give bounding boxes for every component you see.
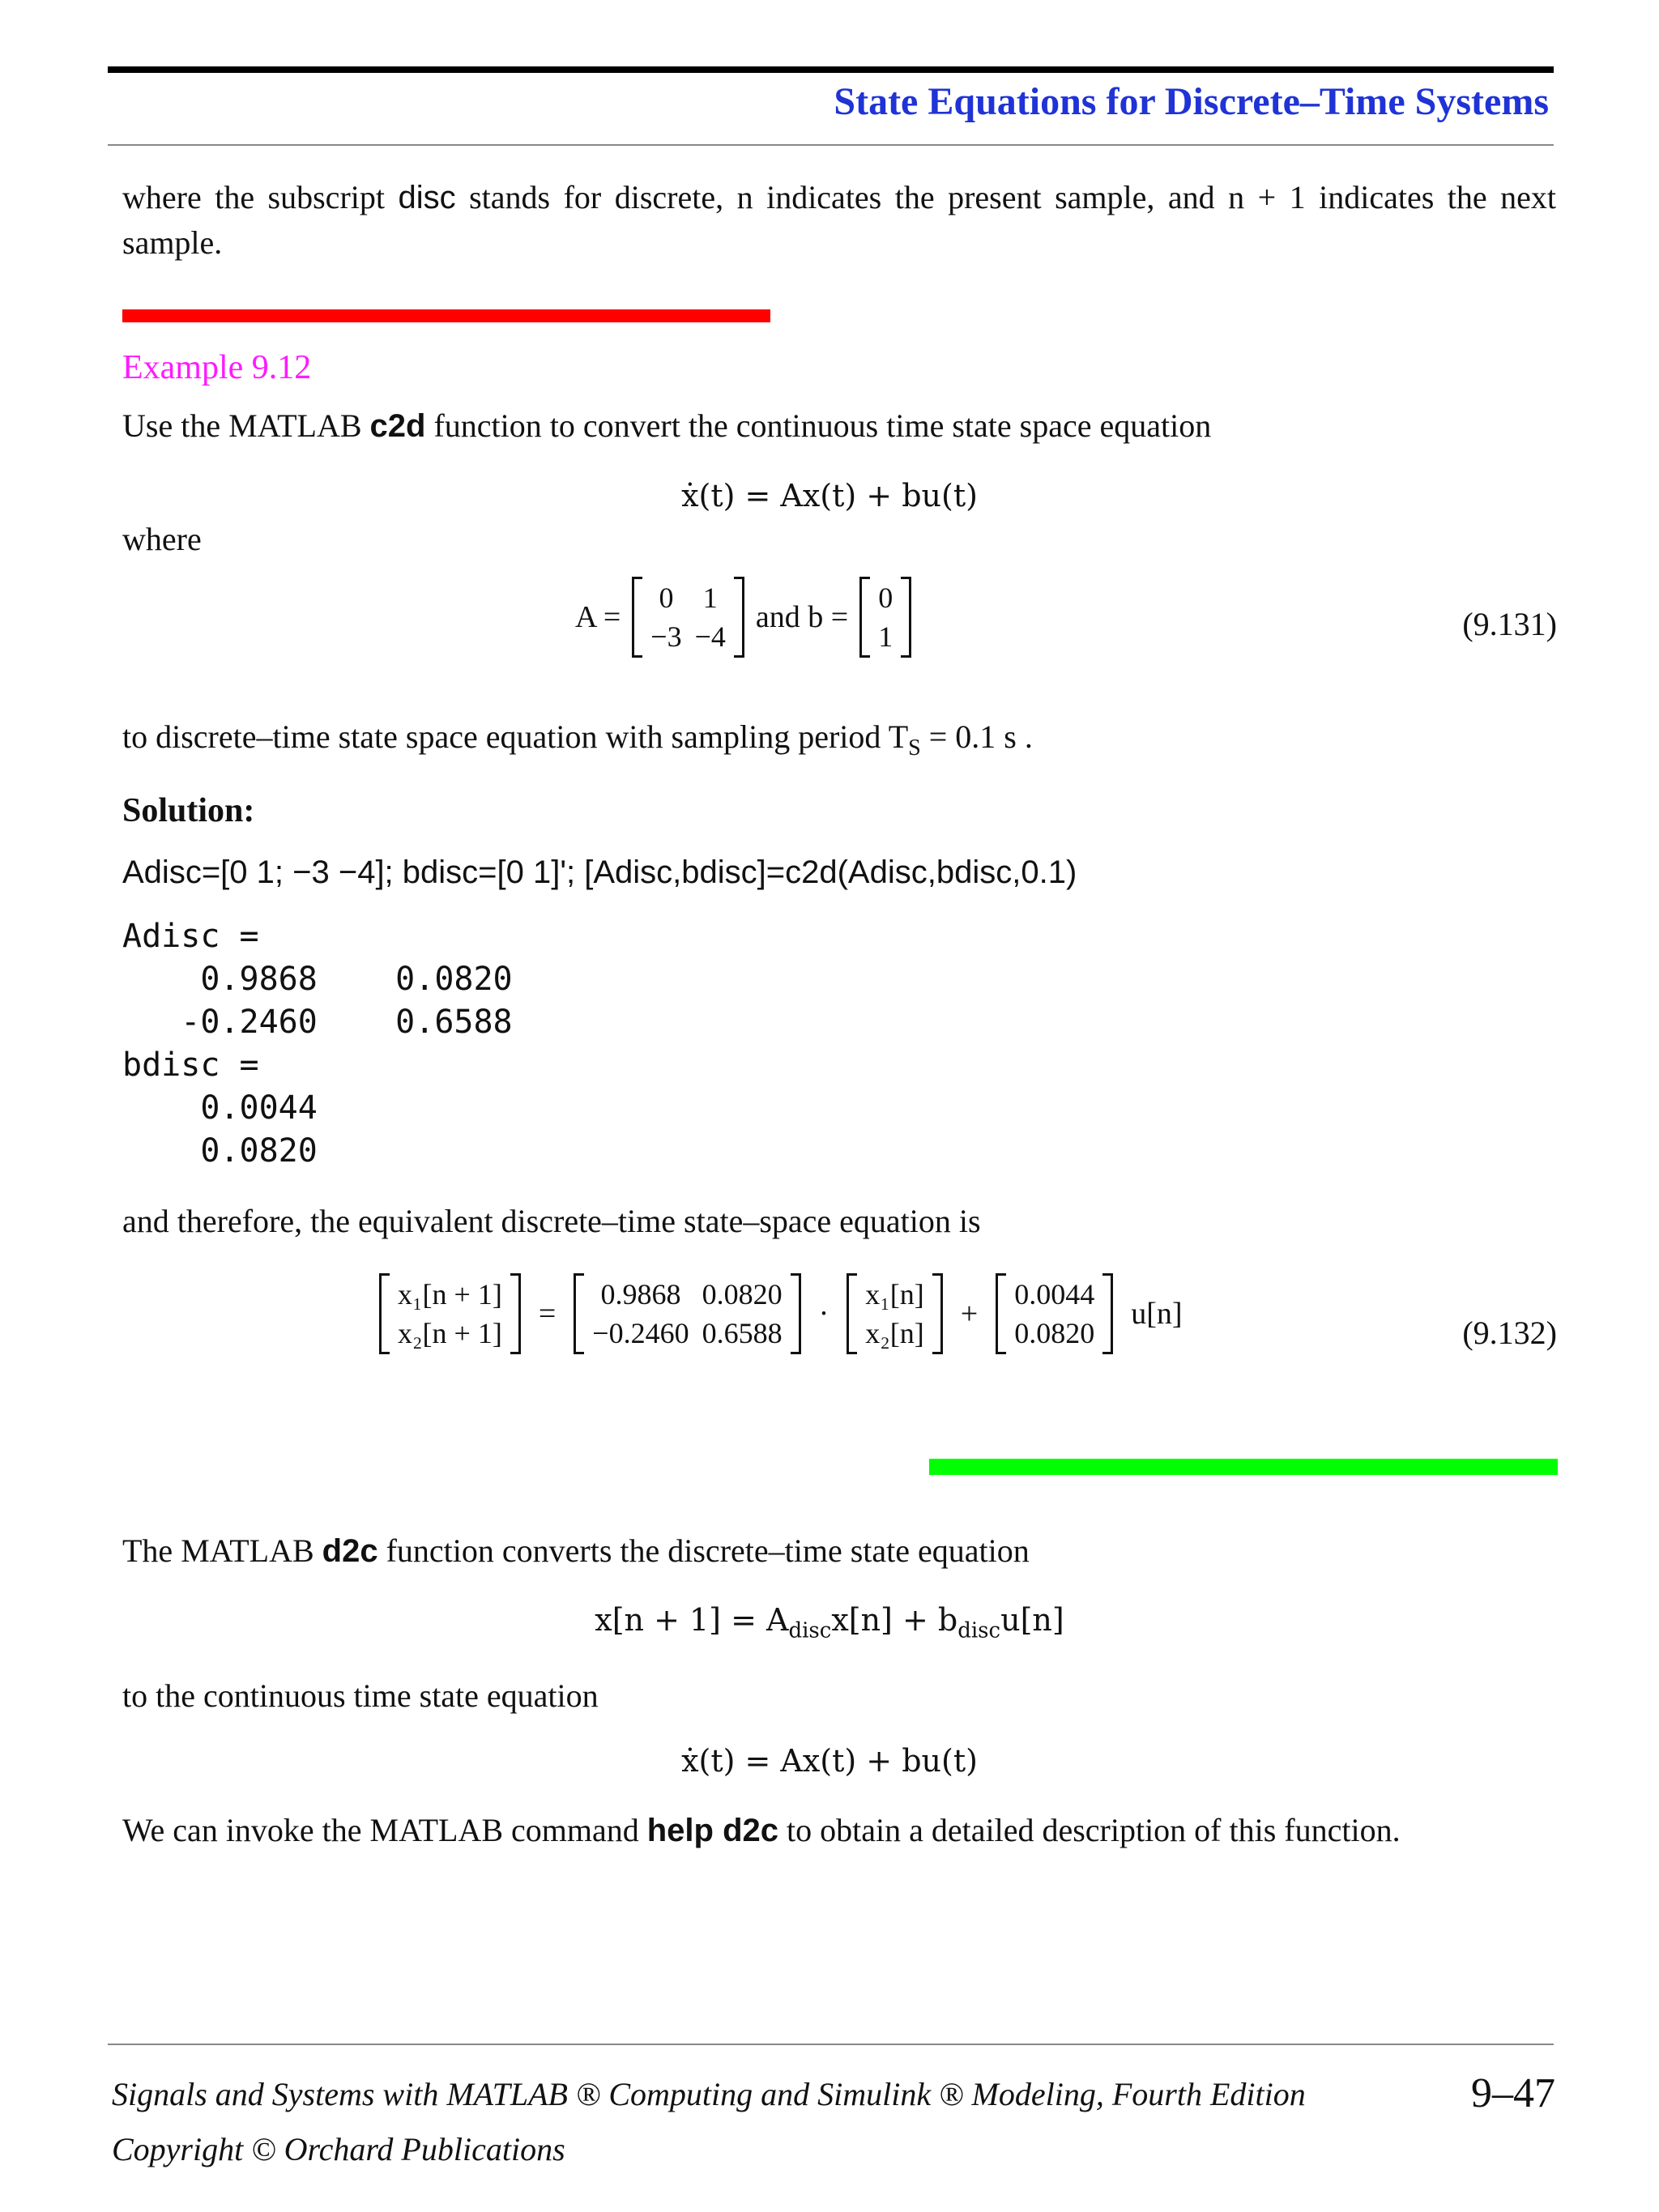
therefore-paragraph: and therefore, the equivalent discrete–time state–space equation is: [122, 1203, 981, 1239]
sampling-paragraph: to discrete–time state space equation with sampling period $T_S = 0.1$ s .: [122, 718, 1033, 761]
header-underline: [108, 144, 1554, 146]
where-label: where: [122, 521, 202, 557]
header-rule: [108, 66, 1554, 73]
output-line: 0.9868 0.0820: [122, 961, 513, 998]
u-n: u[n]: [1131, 1297, 1183, 1331]
equals-sign: =: [538, 1297, 557, 1331]
c2d-function: c2d: [369, 408, 426, 444]
output-line: Adisc =: [122, 918, 259, 955]
discrete-state-equation-general: $x[n + 1] = A_{disc}x[n] + b_{disc}u[n]$: [595, 1602, 1064, 1643]
b-vector: 0 1: [859, 577, 911, 658]
discrete-state-equation: [379, 1273, 1183, 1354]
intro-paragraph: where the subscript disc stands for discrete, n indicates the present sample, and n + 1 indicates the next sample.: [122, 179, 1557, 261]
example-title: Example 9.12: [122, 349, 312, 386]
dot-operator: ·: [818, 1297, 830, 1331]
equation-number-9-131: (9.131): [1462, 606, 1557, 642]
page-number: 9–47: [1471, 2070, 1555, 2116]
example-paragraph: Use the MATLAB c2d function to convert the continuous time state space equation: [122, 407, 1212, 444]
inline-code: disc: [398, 180, 456, 215]
A-matrix: 0 1 −3 −4: [632, 577, 744, 658]
continuous-state-equation: ẋ(t) = Ax(t) + bu(t): [681, 478, 978, 514]
and-b-label: and b =: [755, 600, 849, 634]
footer-copyright: Copyright © Orchard Publications: [112, 2131, 565, 2167]
lhs-vector: x₁[n + 1] x₂[n + 1]: [379, 1273, 521, 1354]
continuous-state-equation-2: ẋ(t) = Ax(t) + bu(t): [681, 1743, 978, 1779]
help-paragraph: We can invoke the MATLAB command help d2c to obtain a detailed description of this function.: [122, 1812, 1401, 1848]
equation-number-9-132: (9.132): [1462, 1315, 1557, 1351]
matlab-command: Adisc=[0 1; −3 −4]; bdisc=[0 1]'; [Adisc,bdisc]=c2d(Adisc,bdisc,0.1): [122, 855, 1077, 890]
running-header: State Equations for Discrete–Time Systems: [834, 80, 1549, 123]
example-end-bar: [929, 1459, 1558, 1475]
output-line: 0.0820: [122, 1132, 318, 1170]
plus-operator: +: [960, 1297, 979, 1331]
to-continuous-paragraph: to the continuous time state equation: [122, 1677, 599, 1714]
output-line: 0.0044: [122, 1089, 318, 1127]
output-line: -0.2460 0.6588: [122, 1004, 513, 1041]
A-label: A =: [575, 600, 621, 634]
Adisc-matrix: 0.9868 0.0820 −0.2460 0.6588: [574, 1273, 800, 1354]
help-d2c-command: help d2c: [646, 1813, 778, 1848]
matrix-definition: [575, 577, 911, 658]
bdisc-vector: 0.0044 0.0820: [996, 1273, 1113, 1354]
footer-rule: [108, 2044, 1554, 2045]
x-vector: x₁[n] x₂[n]: [847, 1273, 943, 1354]
d2c-function: d2c: [322, 1533, 378, 1569]
footer-book-title: Signals and Systems with MATLAB ® Computing and Simulink ® Modeling, Fourth Edition: [112, 2076, 1306, 2112]
solution-heading: Solution:: [122, 792, 255, 829]
output-line: bdisc =: [122, 1046, 259, 1084]
d2c-paragraph: The MATLAB d2c function converts the discrete–time state equation: [122, 1532, 1030, 1569]
example-start-bar: [122, 309, 770, 322]
